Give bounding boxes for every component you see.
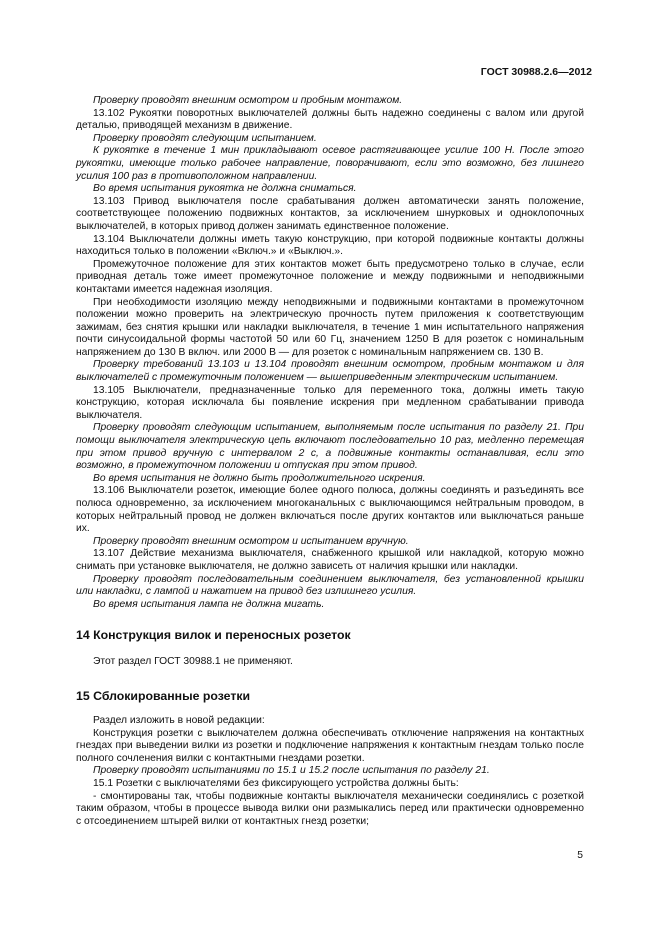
paragraph: Конструкция розетки с выключателем должна обеспечивать отключение напряжения на контактных гнездах при выведении вилки из розетки и подключение напряжения к контактным гнездам только после полного сочленения вилки с контактными гнездами розетки. [76, 727, 584, 764]
clause-15-1: 15.1 Розетки с выключателями без фиксирующего устройства должны быть: [93, 777, 459, 789]
list-item: - смонтированы так, чтобы подвижные контакты выключателя механически соединялись с розеткой таким образом, чтобы в процессе вывода вилки они размыкались перед или практически одновременно с отсоединением штырей вилки от контактных гнезд розетки; [76, 790, 584, 827]
paragraph: При необходимости изоляцию между неподвижными и подвижными контактами в промежуточном положении можно проверить на электрическую прочность путем приложения к соответствующим зажимам, без снятия крышки или накладки выключателя, в течение 1 мин испытательного напряжения почти синусоидальной формы частотой 50 или 60 Гц, значением 1250 В для розеток с номинальным напряжением до 130 В включ. или 2000 В — для розеток с номинальным напряжением св. 130 В. [76, 296, 584, 358]
page-body [76, 95, 584, 828]
paragraph: Во время испытания рукоятка не должна сниматься. [93, 183, 357, 195]
section-15-heading: 15 Сблокированные розетки [76, 688, 251, 703]
document-code: ГОСТ 30988.2.6—2012 [480, 66, 592, 78]
clause-13-104: 13.104 Выключатели должны иметь такую конструкцию, при которой подвижные контакты должны находиться только в положении «Включ.» и «Выключ.». [76, 233, 584, 258]
paragraph: Во время испытания не должно быть продолжительного искрения. [93, 472, 426, 484]
paragraph: Проверку проводят следующим испытанием, выполняемым после испытания по разделу 21. При помощи выключателя электрическую цепь включают последовательно 10 раз, медленно перемещая при этом привод вручную с интервалом 2 с, а подвижные контакты останавливая, если это возможно, в промежуточном положении и отпуская при этом привод. [76, 422, 584, 472]
paragraph: Проверку проводят последовательным соединением выключателя, без установленной крышки или накладки, с лампой и нажатием на привод без излишнего усилия. [76, 573, 584, 598]
clause-13-102: 13.102 Рукоятки поворотных выключателей должны быть надежно соединены с валом или другой деталью, приводящей механизм в движение. [76, 107, 584, 132]
paragraph: К рукоятке в течение 1 мин прикладывают осевое растягивающее усилие 100 Н. После этого рукоятки, имеющие только рабочее направление, поворачивают, если это возможно, без лишнего усилия 100 раз в противоположном направлении. [76, 145, 584, 182]
paragraph: Проверку проводят следующим испытанием. [93, 132, 317, 144]
section-14-text: Этот раздел ГОСТ 30988.1 не применяют. [93, 656, 293, 668]
clause-13-103: 13.103 Привод выключателя после срабатывания должен автоматически занять положение, соответствующее положению подвижных контактов, за исключением шнурковых и одноклопочных выключателей, в которых привод должен занимать единственное положение. [76, 195, 584, 232]
clause-13-105: 13.105 Выключатели, предназначенные только для переменного тока, должны иметь такую конструкцию, которая исключала бы появление искрения при медленном срабатывании привода выключателя. [76, 384, 584, 421]
clause-13-106: 13.106 Выключатели розеток, имеющие более одного полюса, должны соединять и разъединять все полюса одновременно, за исключением многоканальных с выключающимся нейтральным проводом, в которых нейтральный провод не должен включаться после других контактов или выключаться раньше их. [76, 485, 584, 535]
paragraph: Во время испытания лампа не должна мигать. [93, 598, 325, 610]
paragraph: Проверку проводят внешним осмотром и пробным монтажом. [93, 95, 403, 106]
paragraph: Раздел изложить в новой редакции: [93, 714, 265, 726]
paragraph: Проверку требований 13.103 и 13.104 проводят внешним осмотром, пробным монтажом и для выключателей с промежуточным положением — вышеприведенным электрическим испытанием. [76, 359, 584, 384]
paragraph: Проверку проводят испытаниями по 15.1 и 15.2 после испытания по разделу 21. [93, 765, 490, 777]
paragraph: Проверку проводят внешним осмотром и испытанием вручную. [93, 535, 409, 547]
clause-13-107: 13.107 Действие механизма выключателя, снабженного крышкой или накладкой, которую можно снимать при установке выключателя, не должно зависеть от наличия крышки или накладки. [76, 548, 584, 572]
section-14-heading: 14 Конструкция вилок и переносных розеток [76, 628, 351, 643]
paragraph: Промежуточное положение для этих контактов может быть предусмотрено только в случае, если приводная деталь тоже имеет промежуточное положение и между подвижными и неподвижными контактами имеется надежная изоляция. [76, 258, 584, 295]
page-number: 5 [577, 850, 583, 861]
